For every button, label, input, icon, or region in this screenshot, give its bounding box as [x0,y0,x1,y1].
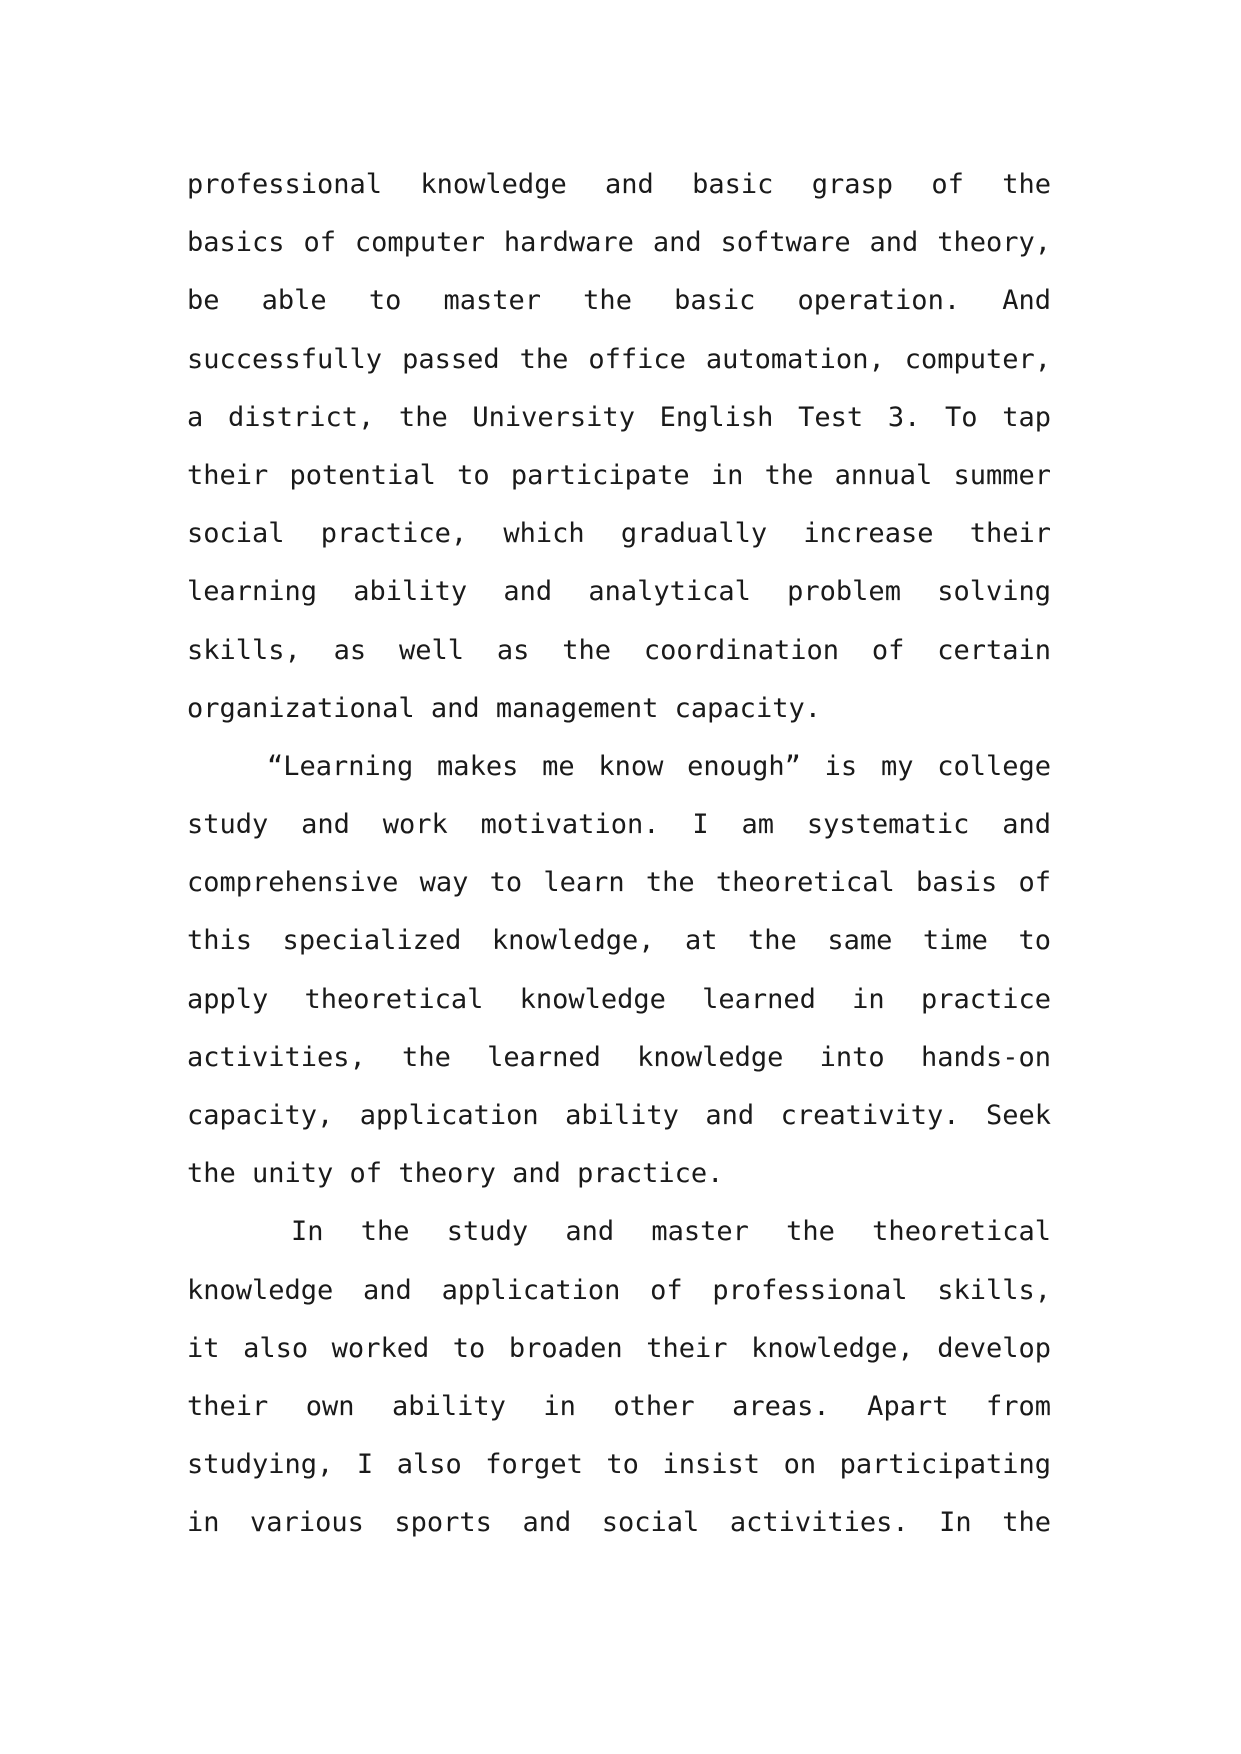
text-line: basics of computer hardware and software and theory, [187,227,1051,259]
text-line: In the study and master the theoretical [291,1216,1051,1248]
document-body [187,156,1051,1553]
paragraph-computer-skills [187,156,1051,738]
text-line: it also worked to broaden their knowledge, develop [187,1332,1051,1364]
text-line: learning ability and analytical problem solving [187,576,1051,608]
text-line: their potential to participate in the annual summer [187,459,1051,491]
paragraph-learning-motivation [187,738,1051,1204]
text-line: successfully passed the office automation, computer, [187,343,1051,375]
text-line: the unity of theory and practice. [187,1158,724,1190]
text-line: capacity, application ability and creativity. Seek [187,1100,1051,1131]
text-line: professional knowledge and basic grasp of the [187,169,1051,200]
text-line: knowledge and application of professional skills, [187,1274,1051,1306]
text-line: skills, as well as the coordination of certain [187,634,1051,666]
text-line: their own ability in other areas. Apart from [187,1390,1051,1422]
text-line: social practice, which gradually increase their [187,518,1051,550]
text-line: activities, the learned knowledge into hands-on [187,1041,1051,1073]
text-line: comprehensive way to learn the theoretical basis of [187,867,1051,899]
text-line: a district, the University English Test 3. To tap [187,401,1051,433]
text-line: apply theoretical knowledge learned in practice [187,983,1051,1015]
paragraph-broaden-knowledge [187,1203,1051,1552]
text-line: “Learning makes me know enough” is my college [267,750,1051,782]
text-line: be able to master the basic operation. And [187,285,1051,317]
text-line: organizational and management capacity. [187,692,821,724]
text-line: this specialized knowledge, at the same time to [187,925,1051,957]
text-line: study and work motivation. I am systematic and [187,809,1051,841]
text-line: in various sports and social activities. In the [187,1507,1051,1539]
text-line: studying, I also forget to insist on participating [187,1449,1051,1481]
